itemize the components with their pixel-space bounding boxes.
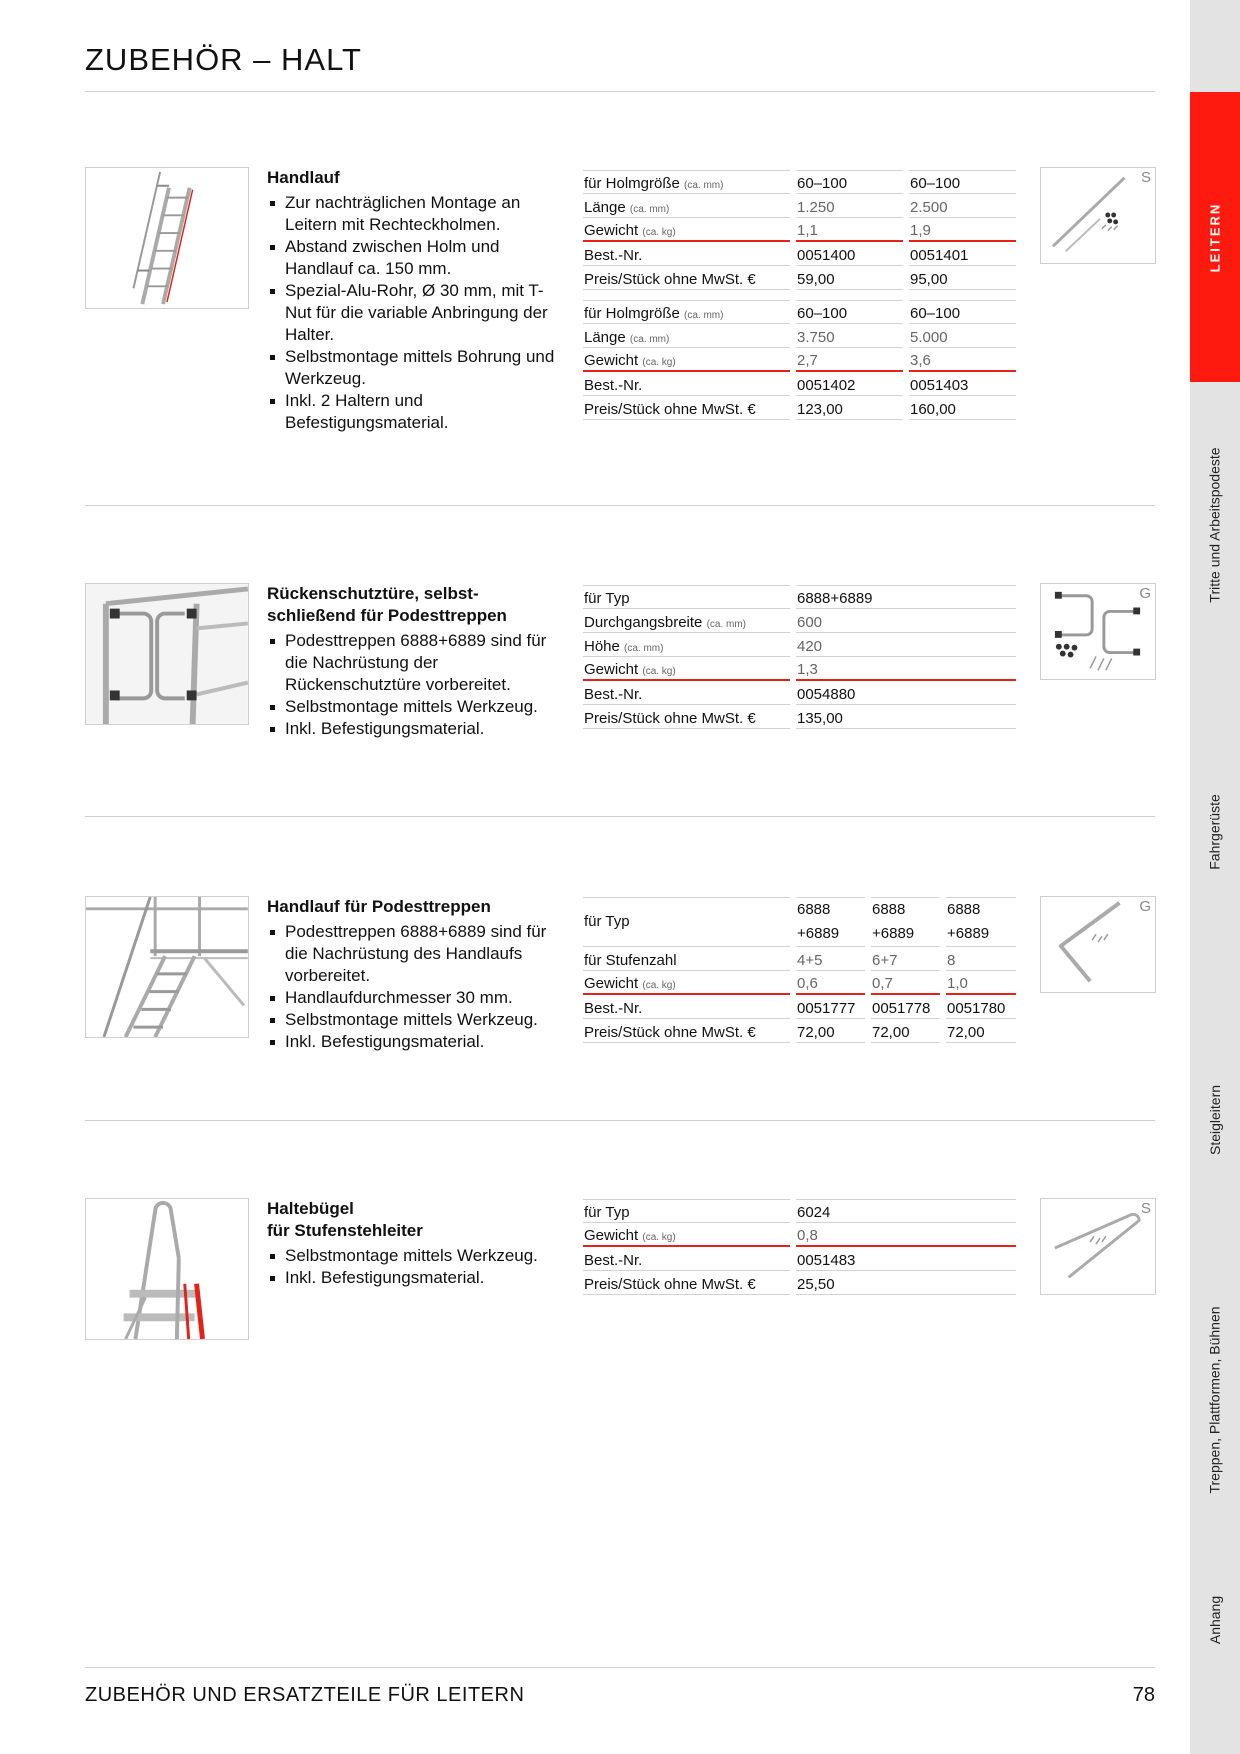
door-parts-illustration [1041,584,1155,679]
feature-list [267,630,567,740]
spec-value: 95,00 [909,266,1016,290]
spec-label: Preis/Stück ohne MwSt. € [584,709,756,727]
spec-value: 4+5 [796,947,865,971]
handrail-parts-illustration [1041,168,1155,263]
sidebar-item-anhang[interactable] [1190,1560,1240,1680]
spec-row [583,609,1016,633]
spec-unit: (ca. mm) [624,642,664,654]
spec-value: 3.750 [796,324,903,348]
sidebar-item-label: LEITERN [1207,202,1223,272]
feature-list [267,192,567,434]
feature-list [267,1245,567,1289]
spec-label: Preis/Stück ohne MwSt. € [584,400,756,418]
spec-table [583,1199,1022,1295]
spec-row [583,194,1016,218]
spec-value: 72,00 [871,1019,940,1043]
spec-row [583,657,1016,681]
spec-label: für Typ [584,1204,630,1221]
sidebar-item-steigleitern[interactable] [1190,1035,1240,1205]
section-divider [85,1120,1155,1121]
sidebar-item-tritte[interactable] [1190,382,1240,667]
spec-row [583,324,1016,348]
pack-code: S [1140,1200,1151,1217]
product-description [267,583,567,740]
product-title: Handlauf [267,168,340,187]
spec-value: 3,6 [909,348,1016,372]
section-divider [85,816,1155,817]
spec-unit: (ca. kg) [642,227,676,238]
spec-table [583,170,1022,420]
sidebar-item-label: Anhang [1207,1595,1223,1645]
spec-value: 8 [946,947,1016,971]
sidebar-item-fahrgerueste[interactable] [1190,747,1240,917]
spec-value: 2,7 [796,348,903,372]
spec-value: 6024 [796,1199,1016,1223]
grab-bar-parts-illustration [1041,1199,1155,1294]
pack-code: S [1140,169,1151,186]
package-contents-image [1040,896,1156,993]
section-divider [85,505,1155,506]
spec-label: Best.-Nr. [584,376,643,394]
feature-list [267,921,567,1053]
spec-label: für Typ [584,590,630,607]
spec-value: 6+7 [871,947,940,971]
spec-value: 6888 +6889 [946,897,1016,947]
spec-row [583,681,1016,705]
step-ladder-grab-bar-illustration [86,1199,248,1339]
spec-row [583,1247,1016,1271]
spec-row [583,705,1016,729]
feature-item: Inkl. Befestigungsmaterial. [267,718,567,740]
spec-label: Best.-Nr. [584,999,643,1017]
spec-label: Best.-Nr. [584,1251,643,1269]
spec-row [583,170,1016,194]
spec-unit: (ca. kg) [642,666,676,677]
spec-label: Preis/Stück ohne MwSt. € [584,1275,756,1293]
spec-value: 6888 +6889 [871,897,940,947]
product-description [267,896,567,1053]
spec-value: 1,3 [796,657,1016,681]
spec-value: 135,00 [796,705,1016,729]
feature-item: Selbstmontage mittels Werkzeug. [267,1009,567,1031]
spec-row [583,947,1016,971]
spec-value: 1,0 [946,971,1016,995]
product-image [85,167,249,309]
feature-item: Selbstmontage mittels Bohrung und Werkzeug. [267,346,567,390]
spec-unit: (ca. kg) [642,357,676,368]
sidebar-item-label: Treppen, Plattformen, Bühnen [1207,1306,1224,1494]
spec-value: 0051400 [796,242,903,266]
spec-row [583,218,1016,242]
feature-item: Spezial-Alu-Rohr, Ø 30 mm, mit T-Nut für die variable Anbringung der Halter. [267,280,567,346]
spec-label: für Typ [584,913,630,930]
product-description [267,1198,567,1289]
spec-unit: (ca. kg) [642,1232,676,1243]
spec-label: Gewicht [584,661,639,678]
platform-stair-handrail-illustration [86,897,248,1037]
spec-label: für Holmgröße [584,175,680,192]
spec-value: 420 [796,633,1016,657]
spec-row [583,396,1016,420]
back-guard-door-illustration [86,584,248,724]
spec-row [583,372,1016,396]
sidebar-item-label: Fahrgerüste [1207,794,1224,870]
spec-value: 600 [796,609,1016,633]
footer-title: ZUBEHÖR UND ERSATZTEILE FÜR LEITERN [85,1684,525,1706]
spec-value: 0051483 [796,1247,1016,1271]
ladder-handrail-illustration [86,168,248,308]
feature-item: Inkl. Befestigungsmaterial. [267,1031,567,1053]
spec-label: Gewicht [584,975,639,992]
spec-row [583,585,1016,609]
spec-row [583,266,1016,290]
spec-row [583,971,1016,995]
product-description [267,167,567,434]
spec-value: 6888+6889 [796,585,1016,609]
spec-value: 6888 +6889 [796,897,865,947]
feature-item: Selbstmontage mittels Werkzeug. [267,1245,567,1267]
header-divider [85,91,1155,92]
spec-value: 1.250 [796,194,903,218]
spec-value: 2.500 [909,194,1016,218]
feature-item: Podesttreppen 6888+6889 sind für die Nachrüstung der Rückenschutztüre vorbereitet. [267,630,567,696]
feature-item: Selbstmontage mittels Werkzeug. [267,696,567,718]
spec-label: Gewicht [584,352,639,369]
spec-label: Länge [584,328,626,346]
spec-label: Preis/Stück ohne MwSt. € [584,1023,756,1041]
spec-value: 60–100 [909,300,1016,324]
page-number: 78 [1132,1684,1155,1706]
spec-row [583,897,1016,947]
spec-value: 25,50 [796,1271,1016,1295]
product-image [85,1198,249,1340]
sidebar-item-treppen[interactable] [1190,1240,1240,1560]
spec-unit: (ca. kg) [642,980,676,991]
spec-value: 0051402 [796,372,903,396]
pack-code: G [1139,585,1151,602]
spec-value: 60–100 [909,170,1016,194]
feature-item: Handlaufdurchmesser 30 mm. [267,987,567,1009]
spec-label: für Holmgröße [584,305,680,322]
spec-value: 0054880 [796,681,1016,705]
spec-label: Durchgangsbreite [584,613,703,631]
feature-item: Podesttreppen 6888+6889 sind für die Nachrüstung des Handlaufs vorbereitet. [267,921,567,987]
product-image [85,583,249,725]
spec-row [583,1271,1016,1295]
product-title: Haltebügel für Stufenstehleiter [267,1199,423,1240]
spec-row [583,1199,1016,1223]
spec-value: 123,00 [796,396,903,420]
spec-value: 5.000 [909,324,1016,348]
spec-unit: (ca. mm) [629,203,670,215]
spec-row [583,633,1016,657]
spec-label: für Stufenzahl [584,951,677,969]
spec-value: 60–100 [796,300,903,324]
pack-code: G [1139,898,1151,915]
spec-value: 160,00 [909,396,1016,420]
spec-row [583,1019,1016,1043]
spec-row [583,1223,1016,1247]
spec-value: 72,00 [946,1019,1016,1043]
spec-label: Preis/Stück ohne MwSt. € [584,270,756,288]
spec-value: 0,6 [796,971,865,995]
package-contents-image [1040,167,1156,264]
spec-label: Höhe [584,637,620,655]
product-title: Handlauf für Podesttreppen [267,897,491,916]
spec-label: Gewicht [584,1227,639,1244]
sidebar-item-label: Steigleitern [1207,1084,1224,1156]
spec-value: 1,1 [796,218,903,242]
spec-label: Länge [584,198,626,216]
spec-label: Gewicht [584,222,639,239]
spec-value: 0,8 [796,1223,1016,1247]
spec-row [583,995,1016,1019]
spec-row [583,348,1016,372]
footer-divider [85,1667,1155,1668]
chapter-sidebar [1190,0,1240,1754]
sidebar-item-label: Tritte und Arbeitspodeste [1207,446,1224,603]
product-image [85,896,249,1038]
spec-value: 60–100 [796,170,903,194]
feature-item: Abstand zwischen Holm und Handlauf ca. 150 mm. [267,236,567,280]
spec-value: 0,7 [871,971,940,995]
spec-value: 1,9 [909,218,1016,242]
page-title: ZUBEHÖR – HALT [85,42,362,77]
spec-value: 0051403 [909,372,1016,396]
feature-item: Inkl. Befestigungsmaterial. [267,1267,567,1289]
spec-value: 0051778 [871,995,940,1019]
sidebar-item-leitern[interactable] [1190,92,1240,382]
feature-item: Zur nachträglichen Montage an Leitern mit Rechteckholmen. [267,192,567,236]
spec-unit: (ca. mm) [684,310,724,321]
spec-value: 0051401 [909,242,1016,266]
package-contents-image [1040,583,1156,680]
spec-label: Best.-Nr. [584,685,643,703]
spec-value: 59,00 [796,266,903,290]
spec-label: Best.-Nr. [584,246,643,264]
spec-table [583,897,1022,1043]
spec-row [583,300,1016,324]
package-contents-image [1040,1198,1156,1295]
spec-value: 0051777 [796,995,865,1019]
spec-row [583,242,1016,266]
spec-table [583,585,1022,729]
spec-unit: (ca. mm) [684,180,724,191]
handrail-bar-illustration [1041,897,1155,992]
spec-unit: (ca. mm) [706,618,747,630]
feature-item: Inkl. 2 Haltern und Befestigungsmaterial. [267,390,567,434]
spec-value: 0051780 [946,995,1016,1019]
spec-value: 72,00 [796,1019,865,1043]
product-title: Rückenschutztüre, selbst- schließend für Podesttreppen [267,584,507,625]
spec-unit: (ca. mm) [629,333,670,345]
